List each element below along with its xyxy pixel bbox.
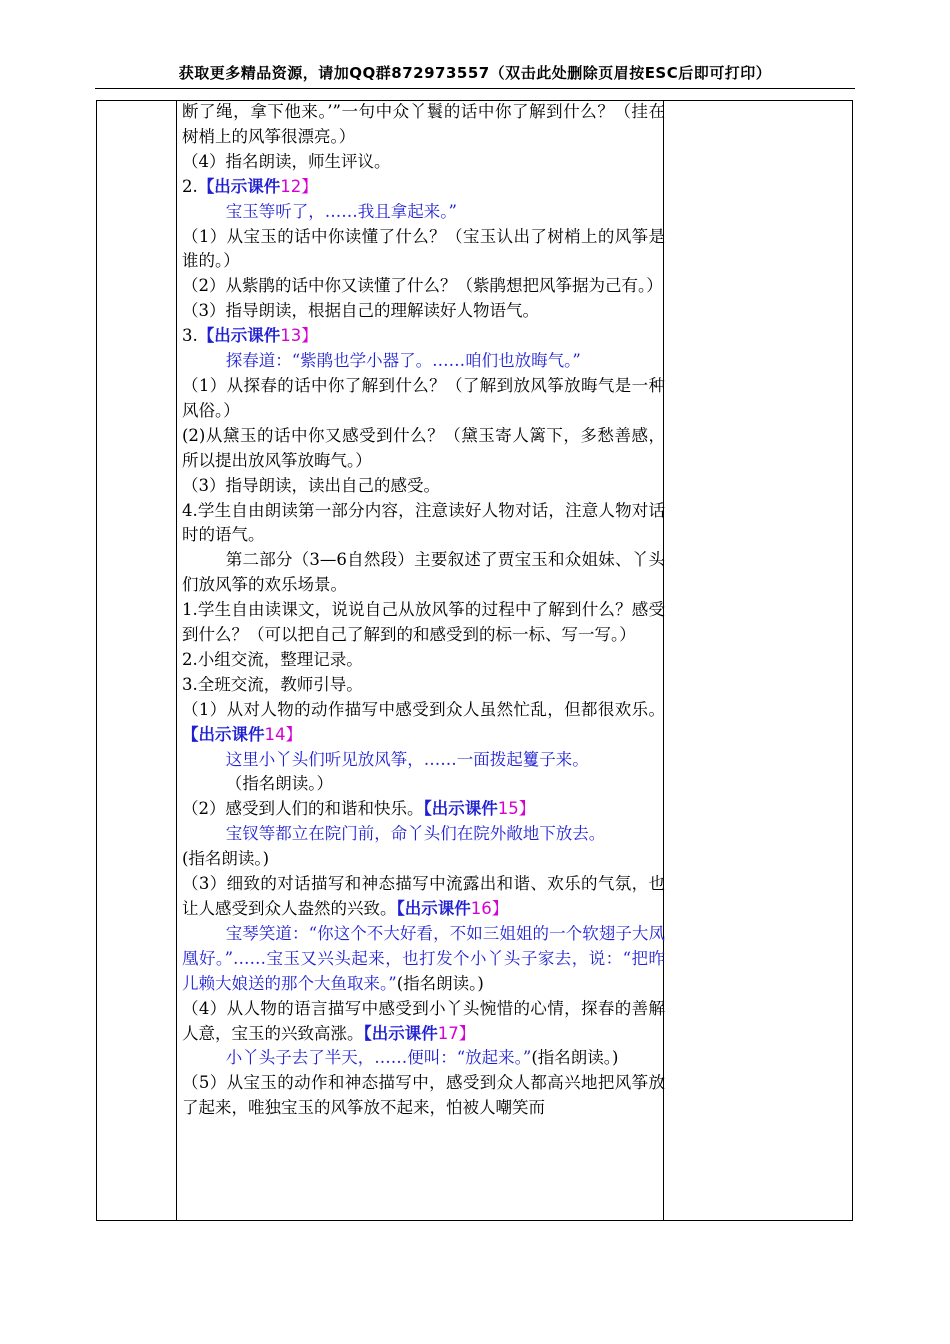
courseware-label: 【出示课件 bbox=[423, 799, 498, 819]
text-line: (指名朗读。) bbox=[182, 849, 270, 869]
lesson-content bbox=[182, 100, 665, 1121]
courseware-label: 【出示课件 bbox=[182, 724, 265, 744]
text-line: 4.学生自由朗读第一部分内容，注意读好人物对话，注意人物对话时的语气。 bbox=[182, 500, 665, 545]
courseware-number: 17】 bbox=[437, 1023, 476, 1043]
quote-text: 小丫头子去了半天，……便叫：“放起来。” bbox=[225, 1048, 532, 1068]
section-line: 第二部分（3—6自然段）主要叙述了贾宝玉和众姐妹、丫头们放风筝的欢乐场景。 bbox=[182, 550, 665, 595]
step-number: 2. bbox=[182, 176, 198, 196]
text-line: （5）从宝玉的动作和神态描写中，感受到众人都高兴地把风筝放了起来，唯独宝玉的风筝放不起来，怕被人嘲笑而 bbox=[182, 1073, 665, 1118]
text-line: 3.全班交流，教师引导。 bbox=[182, 674, 363, 694]
step-number: 3. bbox=[182, 326, 198, 346]
text-span: （4）从人物的语言描写中感受到小丫头惋惜的心情，探春的善解人意，宝玉的兴致高涨。 bbox=[182, 998, 665, 1043]
text-line: （指名朗读。） bbox=[225, 774, 333, 794]
courseware-label: 【出示课件 bbox=[363, 1023, 438, 1043]
page-header: 获取更多精品资源，请加QQ群872973557（双击此处删除页眉按ESC后即可打印） bbox=[178, 64, 772, 82]
courseware-number: 14】 bbox=[264, 724, 302, 744]
courseware-number: 15】 bbox=[497, 799, 536, 819]
text-line: （3）指导朗读，读出自己的感受。 bbox=[182, 475, 440, 495]
courseware-line bbox=[182, 324, 665, 349]
courseware-number: 16】 bbox=[470, 899, 509, 918]
courseware-label: 【出示课件 bbox=[197, 326, 281, 346]
quote-text: 宝琴笑道：“你这个不大好看，不如三姐姐的一个软翅子大凤凰好。”……宝玉又兴头起来，也打发个小丫头子家去，说：“把昨儿赖大娘送的那个大鱼取来。” bbox=[182, 923, 665, 993]
text-span: （1）从对人物的动作描写中感受到众人虽然忙乱，但都很欢乐。 bbox=[182, 699, 665, 719]
quote-line: 宝钗等都立在院门前，命丫头们在院外敞地下放去。 bbox=[225, 824, 606, 844]
column-divider-left bbox=[176, 101, 177, 1220]
text-span: （2）感受到人们的和谐和快乐。 bbox=[182, 799, 424, 819]
courseware-line bbox=[182, 997, 665, 1047]
courseware-line bbox=[182, 872, 665, 922]
text-line: 断了绳，拿下他来。’”一句中众丫鬟的话中你了解到什么？（挂在树梢上的风筝很漂亮。） bbox=[182, 102, 665, 146]
courseware-label: 【出示课件 bbox=[396, 899, 471, 918]
quote-line bbox=[182, 1046, 665, 1071]
quote-line: 宝玉等听了，……我且拿起来。” bbox=[225, 201, 457, 221]
courseware-line bbox=[182, 698, 665, 748]
quote-line bbox=[182, 922, 665, 997]
text-span: (指名朗读。) bbox=[396, 973, 484, 993]
text-span: (指名朗读。) bbox=[531, 1048, 619, 1068]
courseware-line bbox=[182, 797, 665, 822]
text-line: （2）从紫鹃的话中你又读懂了什么？（紫鹃想把风筝据为己有。） bbox=[182, 276, 663, 296]
courseware-number: 12】 bbox=[280, 176, 318, 196]
text-line: （1）从探春的话中你了解到什么？（了解到放风筝放晦气是一种风俗。） bbox=[182, 375, 665, 420]
text-line: 1.学生自由读课文，说说自己从放风筝的过程中了解到什么？感受到什么？（可以把自己了解到的和感受到的标一标、写一写。） bbox=[182, 600, 665, 645]
text-line: 2.小组交流，整理记录。 bbox=[182, 649, 363, 669]
text-line: (2)从黛玉的话中你又感受到什么？（黛玉寄人篱下，多愁善感，所以提出放风筝放晦气。） bbox=[182, 425, 665, 470]
quote-line: 探春道：“紫鹃也学小器了。……咱们也放晦气。” bbox=[225, 351, 581, 371]
quote-line: 这里小丫头们听见放风筝，……一面拨起籰子来。 bbox=[225, 749, 589, 769]
header-rule bbox=[95, 88, 855, 89]
courseware-label: 【出示课件 bbox=[197, 176, 281, 196]
text-line: （1）从宝玉的话中你读懂了什么？（宝玉认出了树梢上的风筝是谁的。） bbox=[182, 226, 665, 271]
courseware-line bbox=[182, 175, 665, 200]
text-line: （4）指名朗读，师生评议。 bbox=[182, 151, 391, 171]
text-span: （3）细致的对话描写和神态描写中流露出和谐、欢乐的气氛，也让人感受到众人盎然的兴致。 bbox=[182, 874, 665, 918]
courseware-number: 13】 bbox=[280, 326, 318, 346]
text-line: （3）指导朗读，根据自己的理解读好人物语气。 bbox=[182, 301, 539, 321]
